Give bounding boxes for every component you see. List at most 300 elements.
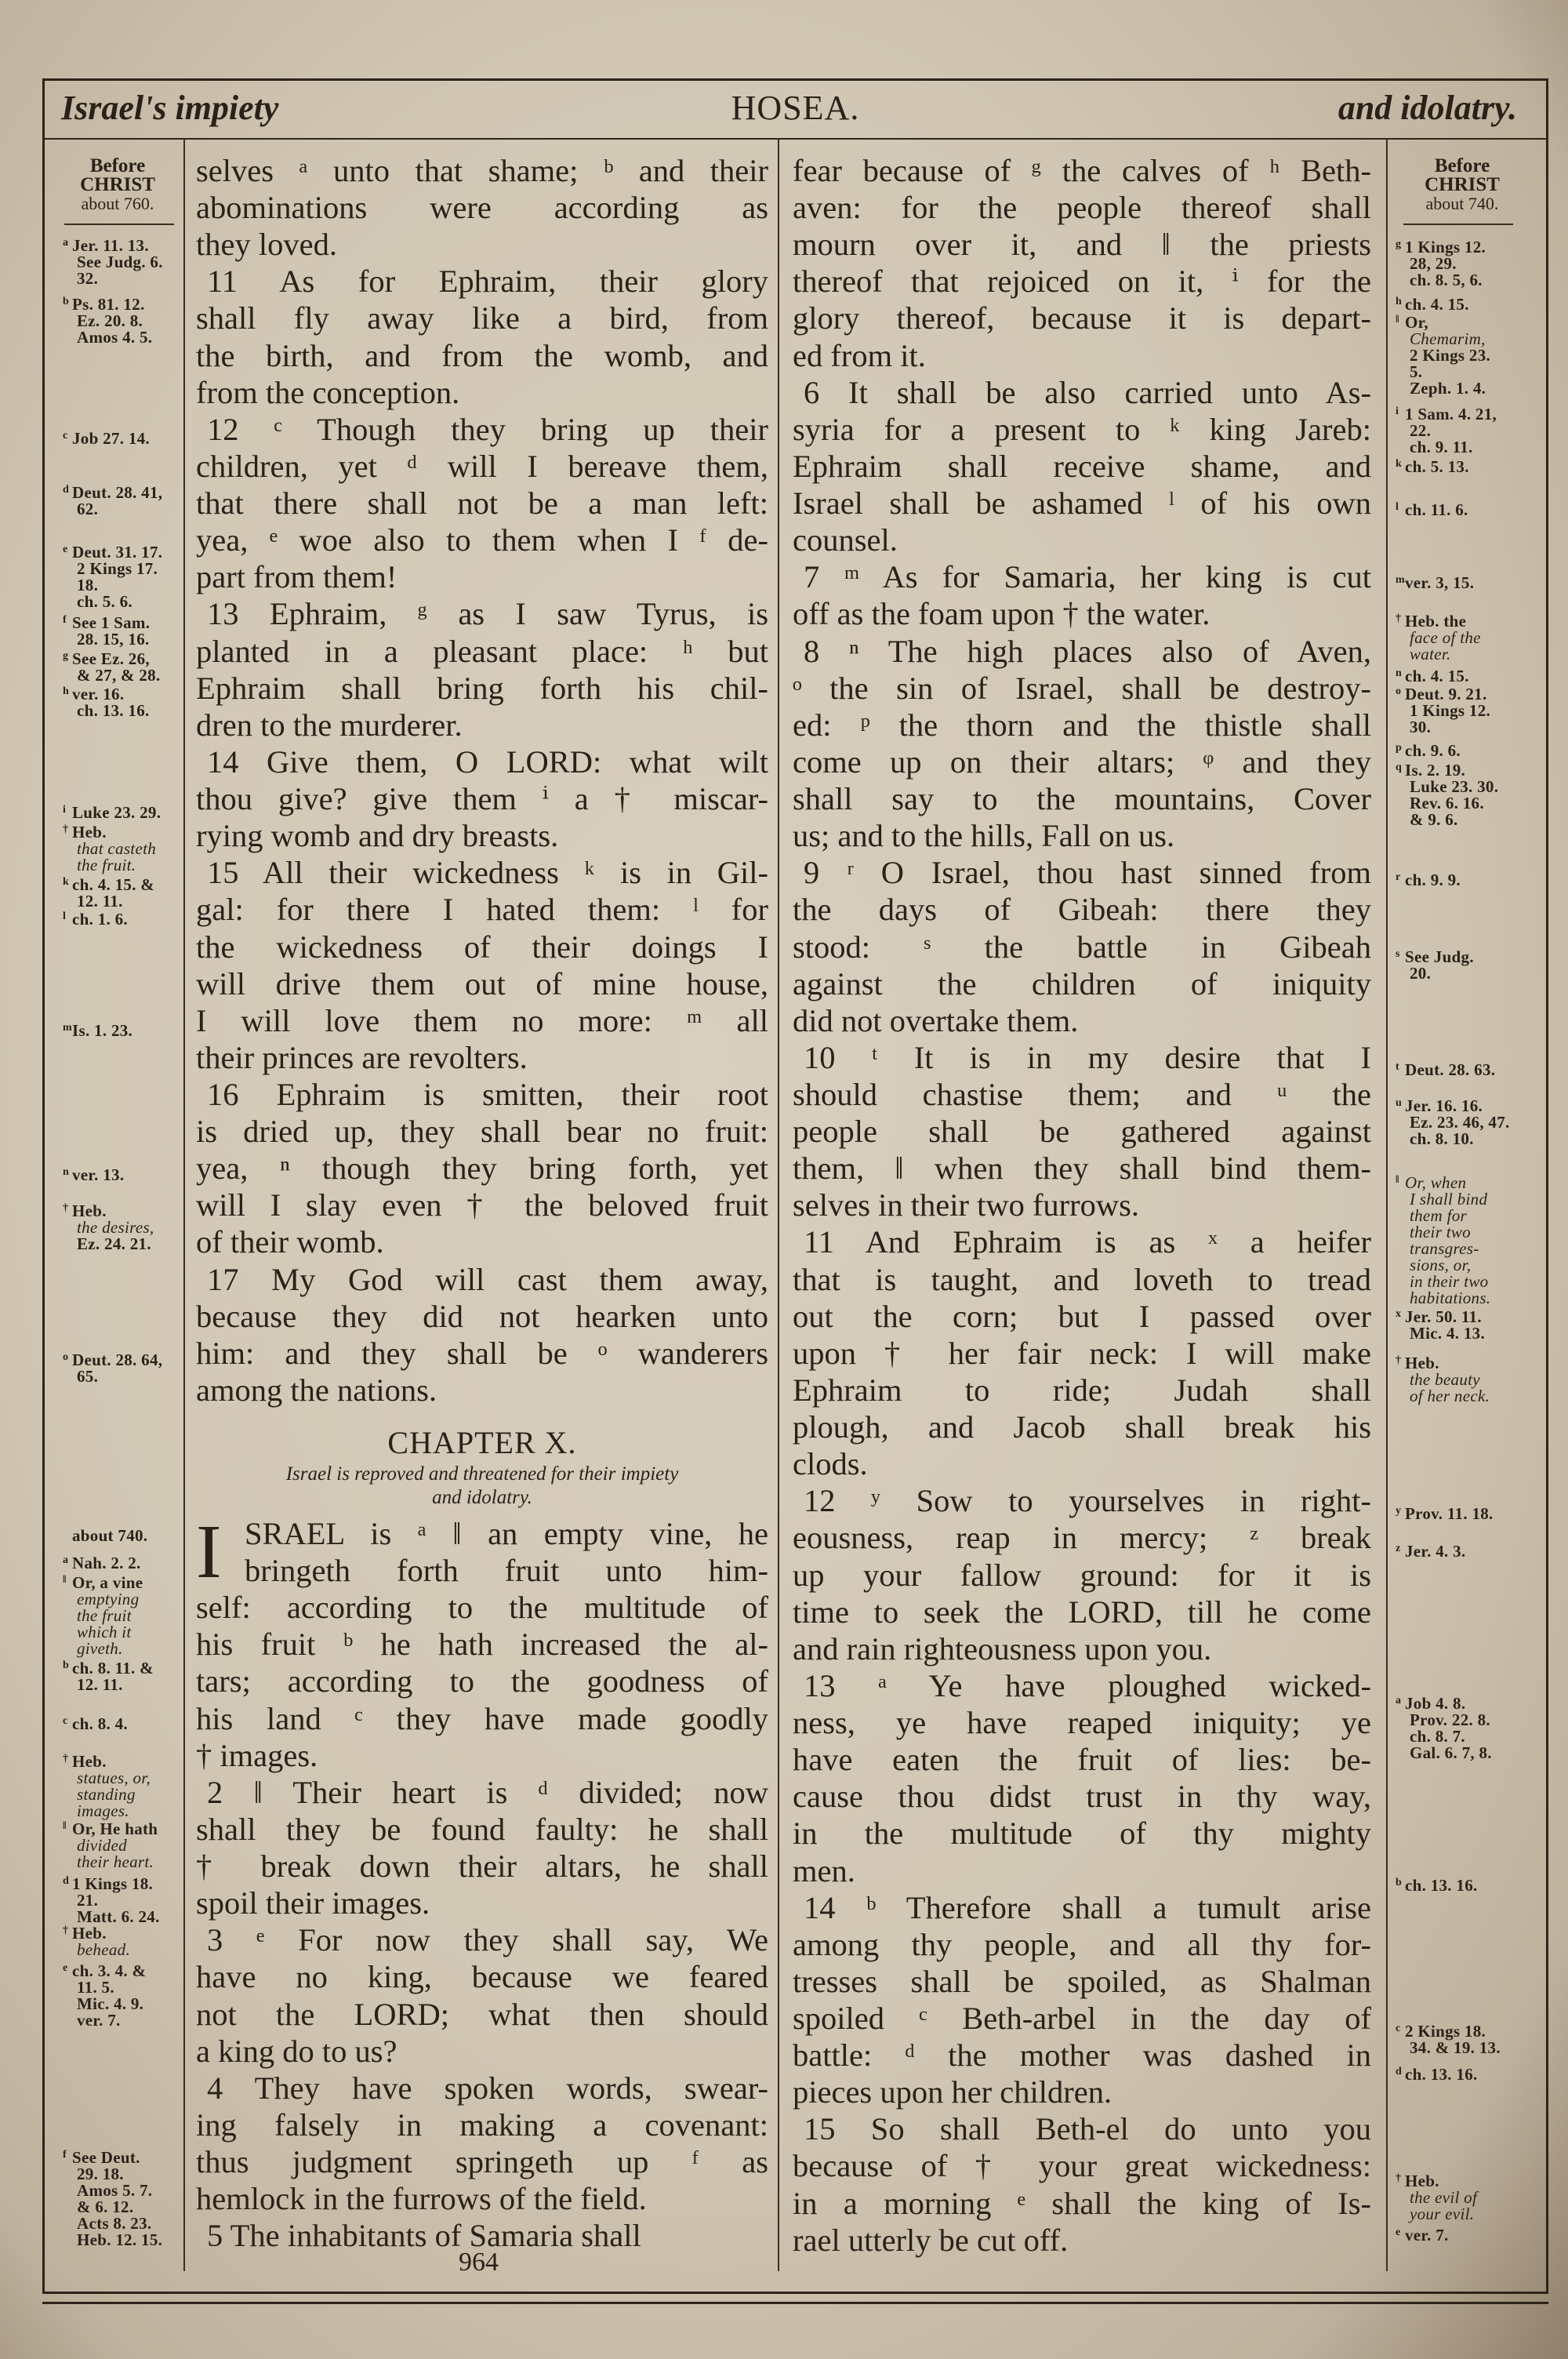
note-line: Heb. — [1405, 1354, 1439, 1372]
text-line: fear because of ᵍ the calves of ʰ Beth- — [793, 153, 1371, 188]
note-marker: † — [63, 1202, 69, 1214]
text-line: tresses shall be spoiled, as Shalman — [793, 1963, 1371, 1999]
note-line: 21. — [77, 1891, 99, 1910]
margin-note — [63, 429, 150, 448]
note-marker: ‖ — [1396, 1174, 1399, 1186]
note-line: their two — [1410, 1223, 1471, 1241]
margin-note — [1396, 1876, 1478, 1895]
note-line: ch. 13. 16. — [1405, 2065, 1478, 2084]
text-line: pieces upon her children. — [793, 2074, 1112, 2110]
margin-note — [1396, 1504, 1494, 1523]
note-marker: l — [1396, 501, 1399, 513]
note-line: Heb. — [72, 1924, 107, 1943]
note-line: Amos 4. 5. — [77, 328, 153, 347]
margin-note — [1396, 2226, 1449, 2245]
text-line: upon † her fair neck: I will make — [793, 1335, 1371, 1371]
note-marker: y — [1396, 1505, 1402, 1517]
note-line: ver. 3, 15. — [1405, 573, 1475, 592]
note-marker: † — [1396, 2172, 1402, 2184]
note-line: 2 Kings 17. — [77, 559, 158, 578]
text-line: thereof that rejoiced on it, ⁱ for the — [793, 264, 1371, 300]
note-marker: c — [63, 1715, 68, 1727]
text-line: 15 All their wickedness ᵏ is in Gil- — [207, 855, 768, 891]
note-line: giveth. — [77, 1639, 123, 1658]
text-line: their princes are revolters. — [196, 1039, 528, 1075]
text-line: because they did not hearken unto — [196, 1298, 768, 1334]
text-line: selves in their two furrows. — [793, 1187, 1140, 1223]
text-line: will drive them out of mine house, — [196, 965, 768, 1001]
text-line: not the LORD; what then should — [196, 1996, 768, 2032]
note-line: ch. 8. 10. — [1410, 1129, 1474, 1148]
left-margin-divider — [183, 138, 185, 2271]
note-line: ver. 7. — [1405, 2226, 1449, 2245]
note-line: statues, or, — [77, 1768, 151, 1787]
margin-rule — [1403, 224, 1513, 225]
text-line: selves ᵃ unto that shame; ᵇ and their — [196, 153, 768, 188]
note-line: Or, a vine — [72, 1573, 143, 1592]
margin-note — [63, 1714, 128, 1733]
margin-note — [63, 1021, 133, 1040]
text-line: ing falsely in making a covenant: — [196, 2106, 768, 2143]
date-christ: CHRIST — [80, 174, 155, 195]
text-line: us; and to the hills, Fall on us. — [793, 818, 1175, 854]
margin-note — [63, 2148, 163, 2249]
margin-note — [63, 236, 163, 288]
note-line: Deut. 31. 17. — [72, 543, 163, 562]
note-line: Chemarim, — [1410, 329, 1486, 348]
note-line: 12. 11. — [77, 892, 123, 911]
note-marker: f — [63, 614, 67, 626]
text-line: will I slay even † the beloved fruit — [196, 1187, 768, 1223]
right-margin-divider — [1386, 138, 1388, 2271]
text-line: † break down their altars, he shall — [196, 1848, 768, 1885]
note-line: Heb. 12. 15. — [77, 2230, 163, 2249]
note-line: the evil of — [1410, 2188, 1478, 2207]
note-line: Ps. 81. 12. — [72, 295, 145, 314]
text-line: him: and they shall be ᵒ wanderers — [196, 1335, 768, 1371]
margin-note — [63, 1554, 141, 1572]
text-line: that there shall not be a man left: — [196, 485, 768, 522]
note-marker: g — [63, 650, 69, 662]
note-line: in their two — [1410, 1272, 1489, 1291]
note-line: the fruit. — [77, 856, 136, 874]
note-marker: b — [63, 1659, 70, 1671]
note-line: ch. 8. 11. & — [72, 1659, 154, 1677]
margin-note — [1396, 573, 1475, 592]
text-line: shall say to the mountains, Cover — [793, 781, 1371, 817]
note-line: images. — [77, 1801, 129, 1820]
note-marker: e — [63, 1962, 68, 1974]
text-line: against the children of iniquity — [793, 965, 1371, 1001]
note-line: Or, when — [1405, 1173, 1467, 1192]
note-line: the beauty — [1410, 1370, 1480, 1389]
margin-note — [1396, 2065, 1478, 2084]
margin-note — [1396, 667, 1469, 685]
note-line: ver. 16. — [72, 685, 125, 703]
note-line: ch. 4. 15. & — [72, 875, 155, 894]
text-line: among thy people, and all thy for- — [793, 1926, 1371, 1962]
note-line: Or, He hath — [72, 1819, 158, 1838]
note-line: about 740. — [72, 1526, 148, 1545]
text-line: I will love them no more: ᵐ all — [196, 1002, 768, 1038]
text-line: that is taught, and loveth to tread — [793, 1261, 1371, 1297]
note-line: which it — [77, 1623, 132, 1641]
note-line: transgres- — [1410, 1239, 1479, 1258]
note-line: ch. 1. 6. — [72, 910, 128, 929]
text-line: abominations were according as — [196, 190, 768, 226]
note-line: 2 Kings 23. — [1410, 346, 1491, 365]
note-line: their heart. — [77, 1852, 154, 1871]
note-line: your evil. — [1410, 2205, 1475, 2223]
text-line: the days of Gibeah: there they — [793, 892, 1371, 928]
note-line: ch. 5. 13. — [1405, 457, 1469, 476]
text-line: aven: for the people thereof shall — [793, 190, 1371, 226]
note-line: the desires, — [77, 1218, 154, 1237]
text-line: shall fly away like a bird, from — [196, 300, 768, 336]
note-line: face of the — [1410, 628, 1481, 647]
note-line: 32. — [77, 269, 99, 288]
note-line: 1 Sam. 4. 21, — [1405, 405, 1497, 423]
note-line: ch. 5. 6. — [77, 592, 132, 611]
note-marker: a — [63, 237, 69, 249]
note-line: them for — [1410, 1206, 1467, 1225]
margin-rule — [64, 224, 174, 225]
note-marker: m — [1396, 574, 1405, 586]
note-marker: † — [63, 823, 69, 835]
note-line: Nah. 2. 2. — [72, 1554, 141, 1572]
note-marker: b — [63, 296, 70, 307]
note-line: ch. 11. 6. — [1405, 500, 1468, 519]
text-line: dren to the murderer. — [196, 707, 463, 743]
chapter-summary-line: Israel is reproved and threatened for their impiety — [285, 1463, 679, 1485]
text-line: † images. — [196, 1737, 318, 1773]
margin-note — [1396, 2022, 1501, 2057]
date-before: Before — [1434, 155, 1490, 176]
note-line: ver. 13. — [72, 1165, 125, 1184]
note-line: ch. 9. 9. — [1405, 871, 1461, 889]
text-line: Ephraim shall bring forth his chil- — [196, 670, 768, 706]
note-marker: o — [63, 1351, 69, 1363]
margin-note — [63, 1819, 158, 1871]
text-line: 6 It shall be also carried unto As- — [804, 374, 1371, 410]
left-margin-date — [55, 157, 180, 213]
note-line: that casteth — [77, 839, 157, 858]
margin-note — [1396, 1060, 1496, 1079]
note-line: See Judg. — [1405, 947, 1474, 966]
note-line: Deut. 9. 21. — [1405, 685, 1487, 703]
note-line: Luke 23. 30. — [1410, 777, 1499, 796]
note-line: the fruit — [77, 1606, 132, 1625]
note-marker: t — [1396, 1061, 1399, 1073]
note-line: 28. 15, 16. — [77, 630, 150, 649]
text-line: in a morning ᵉ shall the king of Is- — [793, 2185, 1371, 2221]
note-line: habitations. — [1410, 1289, 1491, 1307]
note-line: ver. 7. — [77, 2011, 121, 2030]
text-line: 13 Ephraim, ᵍ as I saw Tyrus, is — [207, 596, 768, 632]
note-line: ch. 9. 11. — [1410, 438, 1473, 456]
text-line: of their womb. — [196, 1224, 384, 1260]
margin-note — [63, 1165, 125, 1184]
note-marker: n — [1396, 667, 1403, 679]
note-marker: c — [1396, 2023, 1401, 2034]
text-line: gal: for there I hated them: ˡ for — [196, 892, 768, 928]
right-margin-date — [1396, 157, 1529, 213]
text-line: 14 Give them, O LORD: what wilt — [207, 743, 768, 780]
text-line: SRAEL is ᵃ ‖ an empty vine, he — [245, 1516, 768, 1551]
text-line: thus judgment springeth up ᶠ as — [196, 2144, 768, 2180]
text-line: time to seek the LORD, till he come — [793, 1594, 1371, 1630]
text-line: from the conception. — [196, 374, 460, 410]
note-marker: h — [1396, 296, 1403, 307]
note-marker: † — [63, 1925, 69, 1936]
text-line: ᵒ the sin of Israel, shall be destroy- — [793, 670, 1371, 706]
margin-note — [63, 1573, 143, 1658]
note-marker: q — [1396, 761, 1403, 773]
note-marker: ‖ — [63, 1820, 67, 1832]
note-marker: † — [1396, 612, 1402, 624]
margin-note — [63, 875, 155, 911]
note-line: Is. 2. 19. — [1405, 761, 1466, 780]
note-line: Jer. 11. 13. — [72, 236, 149, 255]
text-line: 9 ʳ O Israel, thou hast sinned from — [804, 855, 1371, 891]
text-line: cause thou didst trust in thy way, — [793, 1779, 1371, 1815]
note-line: Heb. — [1405, 2172, 1439, 2190]
note-line: emptying — [77, 1590, 140, 1608]
margin-note — [63, 1924, 130, 1959]
note-line: Deut. 28. 63. — [1405, 1060, 1496, 1079]
column-divider — [778, 138, 779, 2271]
text-line: shall they be found faulty: he shall — [196, 1811, 768, 1847]
text-line: 16 Ephraim is smitten, their root — [207, 1077, 768, 1112]
text-line: 4 They have spoken words, swear- — [207, 2070, 768, 2106]
text-line: ed from it. — [793, 337, 926, 373]
text-line: them, ‖ when they shall bind them- — [793, 1150, 1371, 1187]
note-marker: z — [1396, 1543, 1401, 1554]
text-line: because of † your great wickedness: — [793, 2148, 1371, 2184]
note-line: Luke 23. 29. — [72, 803, 162, 822]
margin-note — [63, 910, 128, 929]
note-line: of her neck. — [1410, 1387, 1490, 1405]
text-line: 7 ᵐ As for Samaria, her king is cut — [804, 559, 1371, 595]
text-line: his fruit ᵇ he hath increased the al- — [196, 1627, 768, 1663]
text-line: should chastise them; and ᵘ the — [793, 1077, 1371, 1112]
note-marker: k — [63, 876, 70, 888]
note-marker: d — [63, 1875, 70, 1887]
note-marker: r — [1396, 871, 1401, 883]
note-line: Acts 8. 23. — [77, 2214, 152, 2233]
text-line: glory thereof, because it is depart- — [793, 300, 1371, 336]
text-line: spoiled ᶜ Beth-arbel in the day of — [793, 2001, 1371, 2036]
note-marker: i — [1396, 405, 1399, 417]
margin-note — [1396, 238, 1486, 289]
text-line: up your fallow ground: for it is — [793, 1557, 1371, 1593]
text-line: plough, and Jacob shall break his — [793, 1409, 1371, 1445]
text-line: and rain righteousness upon you. — [793, 1630, 1212, 1667]
text-line: did not overtake them. — [793, 1002, 1079, 1038]
note-line: & 9. 6. — [1410, 810, 1458, 829]
note-line: 12. 11. — [77, 1675, 123, 1694]
margin-note — [1396, 313, 1491, 398]
text-line: tars; according to the goodness of — [196, 1663, 768, 1699]
margin-note — [63, 1752, 151, 1820]
note-line: & 27, & 28. — [77, 666, 161, 685]
text-line: syria for a present to ᵏ king Jareb: — [793, 411, 1371, 447]
text-line: ness, ye have reaped iniquity; ye — [793, 1705, 1371, 1741]
note-marker: † — [1396, 1354, 1402, 1366]
margin-note — [1396, 405, 1497, 456]
text-line: his land ᶜ they have made goodly — [196, 1700, 768, 1736]
text-line: off as the foam upon † the water. — [793, 596, 1210, 632]
margin-note — [1396, 295, 1469, 314]
note-line: Zeph. 1. 4. — [1410, 379, 1486, 398]
margin-note — [1396, 500, 1468, 519]
note-marker: h — [63, 685, 70, 697]
book-title: HOSEA. — [731, 89, 860, 127]
text-line: bringeth forth fruit unto him- — [245, 1553, 768, 1589]
margin-note — [63, 823, 157, 874]
note-line: 65. — [77, 1367, 99, 1386]
date-about: about 760. — [81, 194, 154, 213]
margin-note — [63, 1961, 147, 2030]
text-line: the birth, and from the womb, and — [196, 337, 768, 373]
note-line: 62. — [77, 500, 99, 518]
text-line: 8 ⁿ The high places also of Aven, — [804, 633, 1371, 669]
note-marker: g — [1396, 238, 1402, 250]
note-line: Job 4. 8. — [1405, 1694, 1466, 1713]
note-line: ch. 4. 15. — [1405, 667, 1469, 685]
note-line: standing — [77, 1785, 136, 1804]
note-line: behead. — [77, 1940, 130, 1959]
margin-note — [1396, 1354, 1490, 1405]
note-line: 1 Kings 12. — [1410, 701, 1491, 720]
note-line: ch. 4. 15. — [1405, 295, 1469, 314]
note-line: divided — [77, 1836, 127, 1855]
note-line: 5. — [1410, 362, 1423, 381]
text-line: people shall be gathered against — [793, 1114, 1371, 1150]
note-marker: o — [1396, 685, 1402, 697]
margin-note — [1396, 761, 1499, 829]
note-line: Jer. 4. 3. — [1405, 1542, 1466, 1561]
note-line: ch. 8. 5, 6. — [1410, 271, 1483, 289]
text-line: 17 My God will cast them away, — [207, 1261, 768, 1297]
note-line: See Judg. 6. — [77, 253, 163, 271]
margin-note — [63, 1659, 154, 1694]
note-line: 1 Kings 12. — [1405, 238, 1486, 256]
text-line: have no king, because we feared — [196, 1959, 768, 1995]
note-line: Job 27. 14. — [72, 429, 150, 448]
text-line: come up on their altars; ᵠ and they — [793, 743, 1371, 780]
note-marker: m — [63, 1022, 72, 1034]
note-line: Deut. 28. 64, — [72, 1350, 163, 1369]
text-line: 2 ‖ Their heart is ᵈ divided; now — [207, 1774, 768, 1810]
note-line: Ez. 24. 21. — [77, 1234, 151, 1253]
note-line: Mic. 4. 13. — [1410, 1324, 1486, 1343]
margin-note — [63, 483, 163, 518]
text-line: thou give? give them ⁱ a † miscar- — [196, 781, 768, 817]
note-marker: d — [1396, 2066, 1403, 2077]
chapter-summary-line: and idolatry. — [432, 1487, 532, 1508]
margin-note — [1396, 685, 1491, 736]
text-line: out the corn; but I passed over — [793, 1298, 1371, 1334]
text-line: self: according to the multitude of — [196, 1590, 768, 1626]
note-marker: c — [63, 430, 68, 442]
text-line: yea, ⁿ though they bring forth, yet — [196, 1150, 768, 1187]
text-line: stood: ˢ the battle in Gibeah — [793, 929, 1371, 965]
text-line: battle: ᵈ the mother was dashed in — [793, 2037, 1371, 2074]
margin-note — [1396, 871, 1461, 889]
text-line: part from them! — [196, 559, 397, 595]
note-line: See 1 Sam. — [72, 613, 151, 632]
margin-note — [1396, 457, 1469, 476]
note-marker: a — [1396, 1695, 1402, 1707]
note-line: 30. — [1410, 718, 1432, 736]
margin-note — [63, 543, 163, 611]
margin-note — [63, 649, 161, 685]
note-marker: i — [63, 804, 67, 816]
note-line: Heb. — [72, 1752, 107, 1771]
note-line: ch. 9. 6. — [1405, 741, 1461, 760]
header-right-title: and idolatry. — [1338, 89, 1517, 127]
text-line: 12 ᶜ Though they bring up their — [207, 411, 768, 447]
note-marker: e — [63, 543, 68, 555]
note-line: Mic. 4. 9. — [77, 1994, 144, 2013]
running-header — [42, 78, 1548, 140]
margin-note — [1396, 1307, 1486, 1343]
margin-note — [1396, 2172, 1478, 2223]
text-line: 3 ᵉ For now they shall say, We — [207, 1922, 768, 1958]
note-marker: ‖ — [1396, 314, 1399, 325]
margin-note — [63, 1874, 160, 1926]
page-number: 964 — [459, 2248, 499, 2277]
note-line: & 6. 12. — [77, 2197, 134, 2216]
text-line: children, yet ᵈ will I bereave them, — [196, 448, 768, 484]
text-line: 12 ʸ Sow to yourselves in right- — [804, 1483, 1371, 1519]
margin-note — [63, 803, 162, 822]
note-line: Heb. the — [1405, 612, 1467, 631]
note-marker: k — [1396, 458, 1403, 470]
date-about: about 740. — [1425, 194, 1499, 213]
text-line: in the multitude of thy mighty — [793, 1816, 1371, 1852]
note-line: Is. 1. 23. — [72, 1021, 133, 1040]
text-line: Ephraim to ride; Judah shall — [793, 1372, 1371, 1408]
text-line: the wickedness of their doings I — [196, 929, 768, 965]
margin-note — [63, 1201, 154, 1253]
text-line: is dried up, they shall bear no fruit: — [196, 1114, 768, 1150]
text-line: Israel shall be ashamed ˡ of his own — [793, 485, 1371, 522]
note-line: 2 Kings 18. — [1405, 2022, 1486, 2041]
note-line: 1 Kings 18. — [72, 1874, 154, 1893]
note-line: Ez. 20. 8. — [77, 311, 143, 330]
note-marker: s — [1396, 948, 1400, 960]
note-line: Or, — [1405, 313, 1428, 332]
margin-note — [1396, 1173, 1491, 1307]
bottom-rule — [42, 2302, 1548, 2304]
note-line: I shall bind — [1410, 1190, 1488, 1209]
text-line: 11 As for Ephraim, their glory — [207, 264, 768, 300]
text-line: eousness, reap in mercy; ᶻ break — [793, 1520, 1371, 1556]
text-line: clods. — [793, 1446, 868, 1482]
text-line: counsel. — [793, 522, 898, 558]
note-line: Jer. 50. 11. — [1405, 1307, 1482, 1326]
text-line: ed: ᵖ the thorn and the thistle shall — [793, 707, 1371, 743]
note-line: ch. 8. 7. — [1410, 1727, 1465, 1746]
header-left-title: Israel's impiety — [61, 89, 279, 127]
margin-note — [63, 295, 153, 347]
note-line: ch. 13. 16. — [77, 701, 150, 720]
text-line: men. — [793, 1852, 855, 1888]
note-line: water. — [1410, 645, 1451, 663]
note-line: Jer. 16. 16. — [1405, 1096, 1483, 1115]
